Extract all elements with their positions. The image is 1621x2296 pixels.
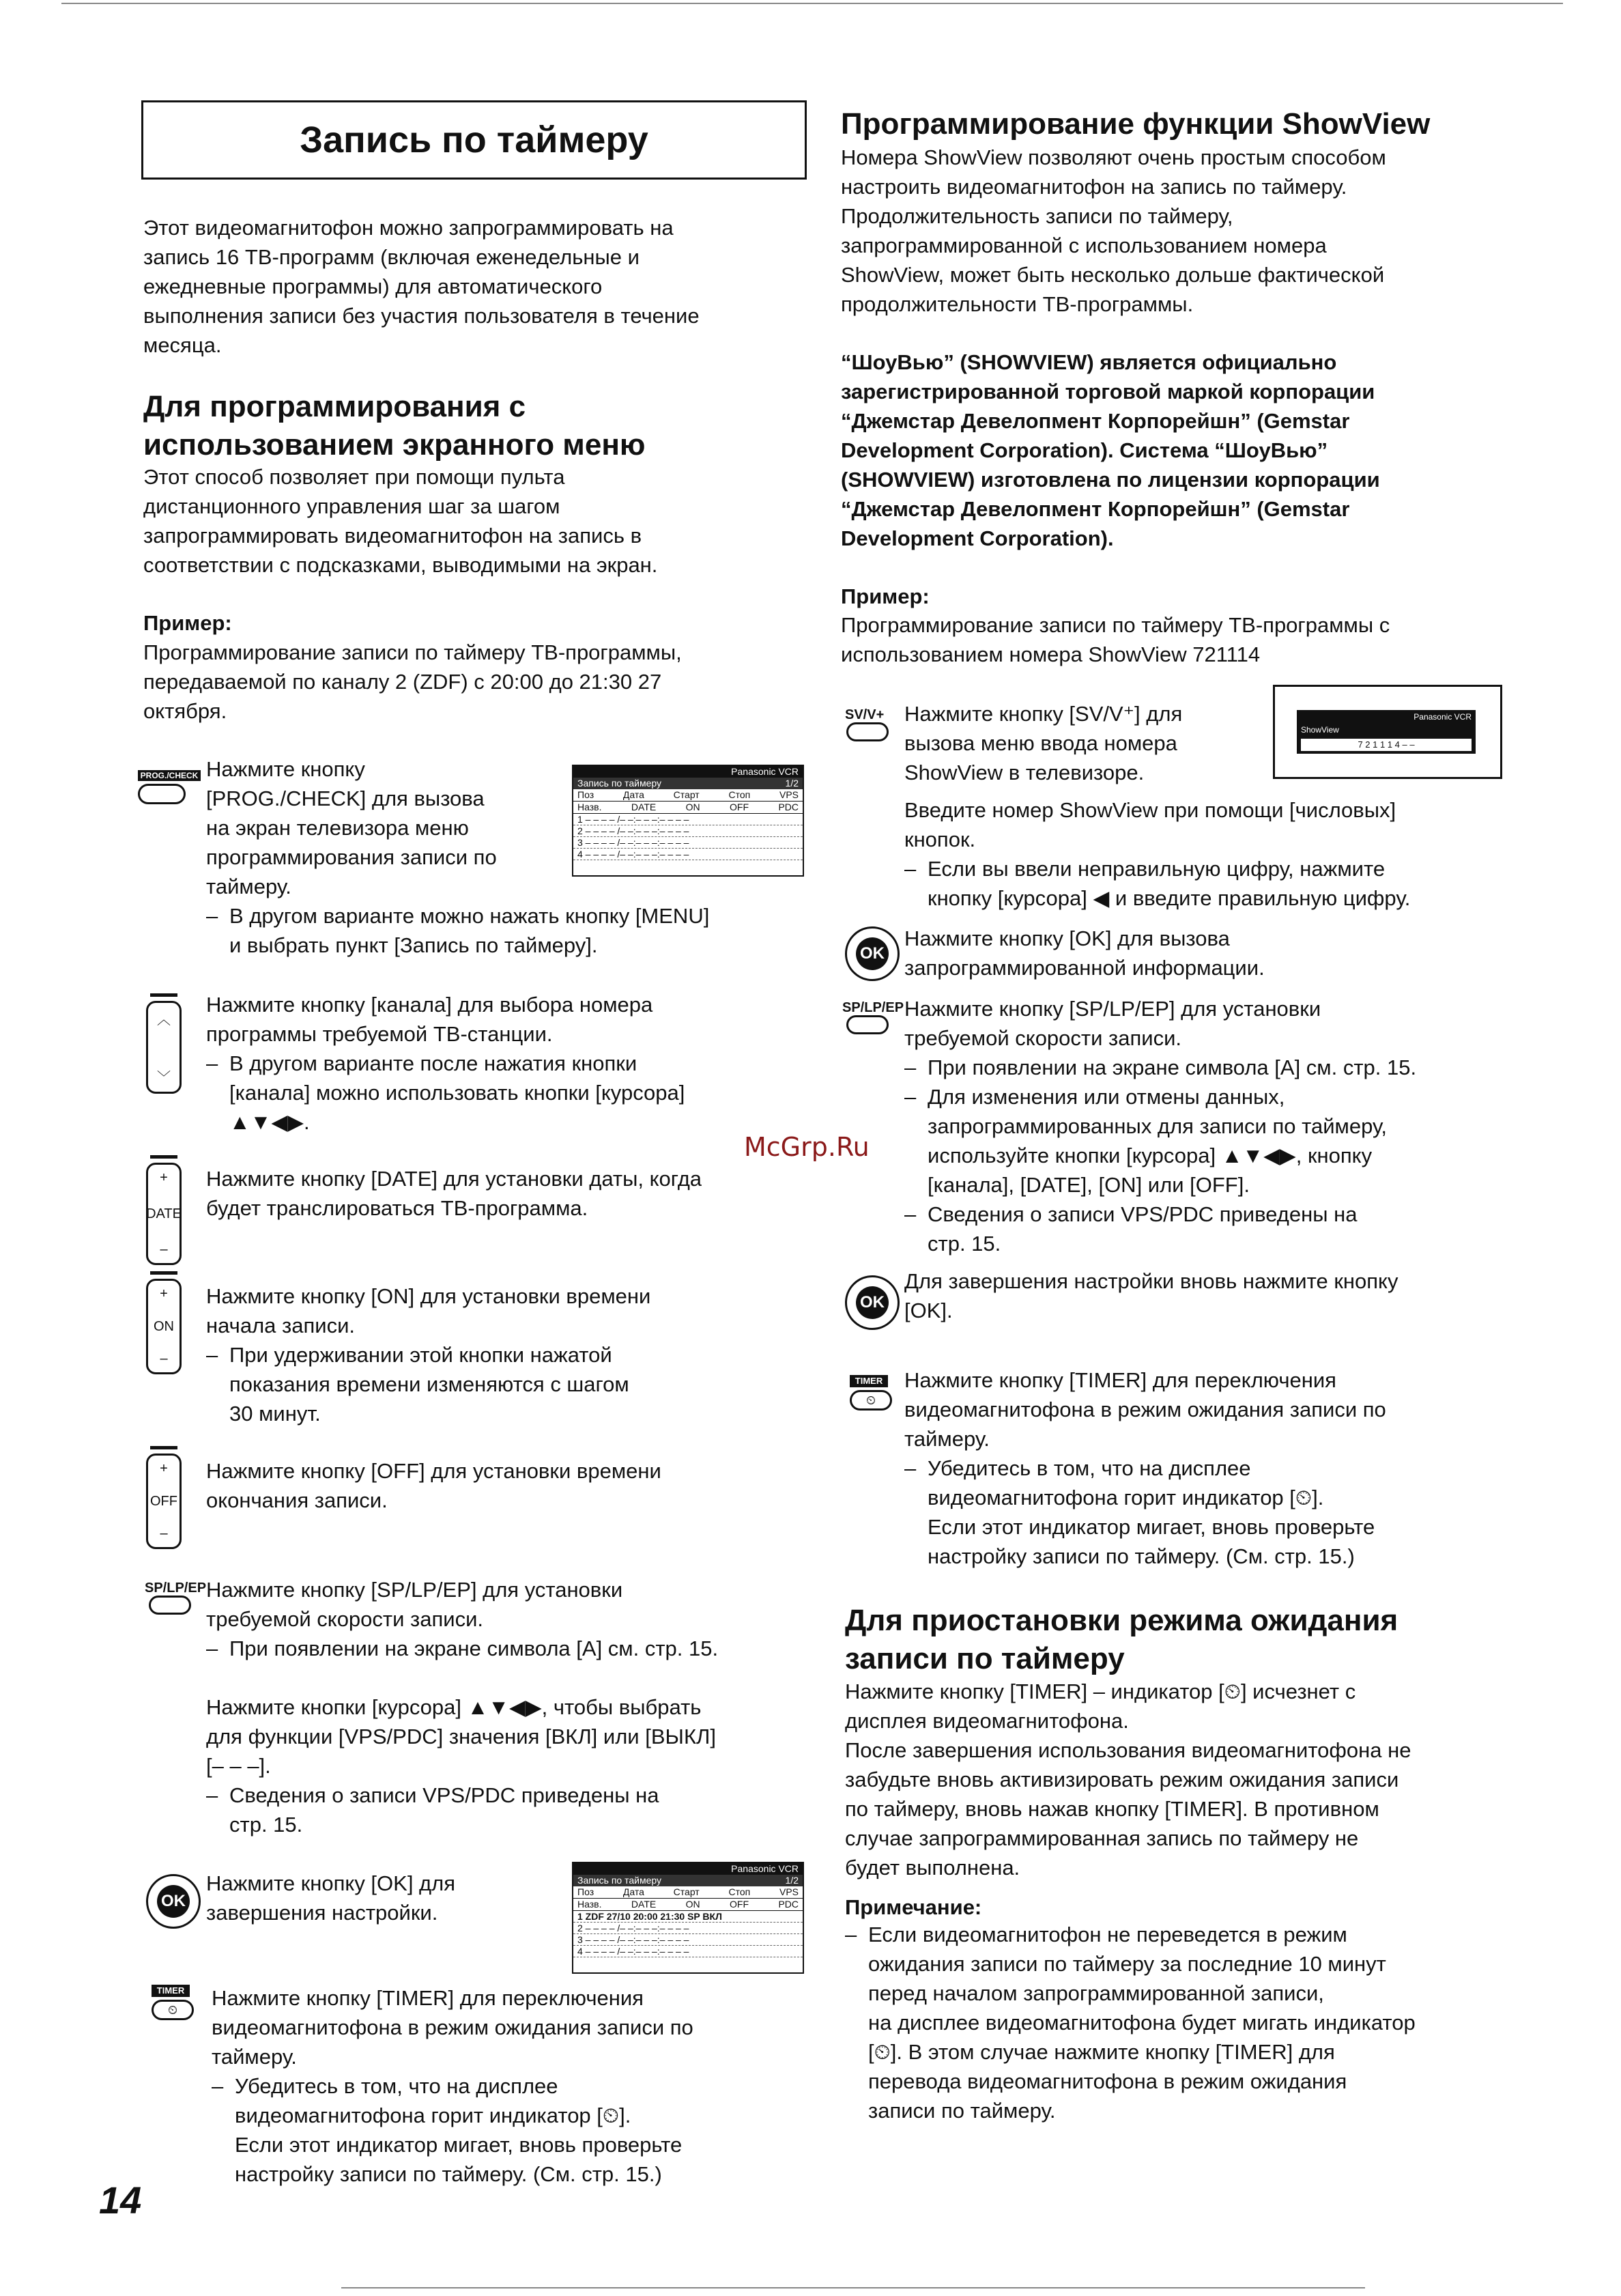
- timer-menu-screen-empty: Panasonic VCR Запись по таймеру 1/2 Поз Дата Старт Стоп VPS Назв. DATE ON OFF PDC 1 – – – – /– –:– – –:– – – – 2 – – – – /– –:– – –:– – – – 3 – – – – /– –:– – –:– – – – 4 – – – – /– –:– – –:– – – –: [572, 765, 804, 877]
- left-step4: Нажмите кнопку [ON] для установки времени начала записи.: [206, 1284, 651, 1337]
- left-step6: Нажмите кнопку [SP/LP/EP] для установки требуемой скорости записи.: [206, 1578, 623, 1631]
- left-step2-note: – В другом варианте после нажатия кнопки [канала] можно использовать кнопки [курсора] ▲▼◀▶.: [206, 1049, 807, 1137]
- left-example: Программирование записи по таймеру ТВ-программы, передаваемой по каналу 2 (ZDF) с 20:00 до 21:30 27 октября.: [143, 640, 682, 723]
- right-example-label: Пример:: [841, 584, 930, 608]
- timer-button-icon: TIMER ⏲: [152, 1985, 194, 2020]
- showview-screen: Panasonic VCR ShowView 7 2 1 1 1 4 – –: [1297, 710, 1476, 754]
- right-step5: Нажмите кнопку [TIMER] для переключения видеомагнитофона в режим ожидания записи по таймеру.: [904, 1368, 1386, 1451]
- title-underline: [141, 178, 805, 179]
- right-step2: Нажмите кнопку [OK] для вызова запрограммированной информации.: [904, 926, 1265, 980]
- right-step1: Нажмите кнопку [SV/V⁺] для вызова меню ввода номера ShowView в телевизоре.: [904, 702, 1183, 784]
- scan-edge-bottom: [341, 2287, 1365, 2288]
- scan-edge-top: [61, 3, 1563, 4]
- channel-button-icon: ︿ ﹀: [146, 993, 182, 1094]
- showview-tv-frame: [1273, 685, 1502, 779]
- prog-check-button-icon: PROG./CHECK: [138, 770, 201, 804]
- timer-button-icon-2: TIMER ⏲: [850, 1375, 892, 1411]
- date-button-icon: + DATE –: [146, 1155, 182, 1265]
- ok-button-icon: OK: [146, 1874, 201, 1929]
- pause-text: Нажмите кнопку [TIMER] – индикатор [⏲] исчезнет с дисплея видеомагнитофона. После завершения использования видеомагнитофона не забудьте вновь активизировать режим ожидания записи по таймеру, вновь нажав кнопку [TIMER]. В противном случае запрограммированная запись по таймеру не будет выполнена.: [845, 1680, 1411, 1880]
- left-step6-note: – При появлении на экране символа [A] см. стр. 15.: [206, 1634, 807, 1663]
- ok-button-icon-3: OK: [845, 1275, 900, 1330]
- left-intro: Этот видеомагнитофон можно запрограммировать на запись 16 ТВ-программ (включая еженедельные и ежедневные программы) для автоматического выполнения записи без участия пользователя в течение месяца.: [143, 216, 700, 357]
- left-step9-note: – Убедитесь в том, что на дисплее видеомагнитофона горит индикатор [⏲]. Если этот индикатор мигает, вновь проверьте настройку записи по таймеру. (См. стр. 15.): [212, 2071, 812, 2189]
- right-step4: Для завершения настройки вновь нажмите кнопку [OK].: [904, 1269, 1398, 1322]
- sp-lp-ep-button-icon-2: SP/LP/EP: [842, 1000, 904, 1034]
- left-step2: Нажмите кнопку [канала] для выбора номера программы требуемой ТВ-станции.: [206, 993, 653, 1046]
- right-trademark: “ШоуВью” (SHOWVIEW) является официально зарегистрированной торговой маркой корпорации “Джемстар Девелопмент Корпорейшн” (Gemstar Development Corporation). Система “ШоуВью” (SHOWVIEW) изготовлена по лицензии корпорации “Джемстар Девелопмент Корпорейшн” (Gemstar Development Corporation).: [841, 350, 1380, 550]
- left-step8: Нажмите кнопку [OK] для завершения настройки.: [206, 1871, 456, 1925]
- note-text: – Если видеомагнитофон не переведется в режим ожидания записи по таймеру за последние 10 минут перед началом запрограммированной записи, на дисплее видеомагнитофона будет мигать индикатор [⏲]. В этом случае нажмите кнопку [TIMER] для перевода видеомагнитофона в режим ожидания записи по таймеру.: [845, 1920, 1527, 2125]
- left-step5: Нажмите кнопку [OFF] для установки времени окончания записи.: [206, 1459, 661, 1512]
- left-step1-note: – В другом варианте можно нажать кнопку [MENU] и выбрать пункт [Запись по таймеру].: [206, 901, 807, 960]
- page-number: 14: [99, 2179, 142, 2222]
- watermark: McGrp.Ru: [744, 1132, 870, 1162]
- left-example-label: Пример:: [143, 611, 232, 635]
- left-step3: Нажмите кнопку [DATE] для установки даты, когда будет транслироваться ТВ-программа.: [206, 1167, 702, 1220]
- off-button-icon: + OFF –: [146, 1446, 182, 1549]
- right-step3: Нажмите кнопку [SP/LP/EP] для установки требуемой скорости записи.: [904, 997, 1321, 1050]
- right-step5-note: – Убедитесь в том, что на дисплее видеомагнитофона горит индикатор [⏲]. Если этот индикатор мигает, вновь проверьте настройку записи по таймеру. (См. стр. 15.): [904, 1454, 1519, 1571]
- on-button-icon: + ON –: [146, 1271, 182, 1374]
- right-step1b-note: – Если вы ввели неправильную цифру, нажмите кнопку [курсора] ◀ и введите правильную цифру.: [904, 854, 1519, 913]
- timer-menu-screen-filled: Panasonic VCR Запись по таймеру 1/2 Поз Дата Старт Стоп VPS Назв. DATE ON OFF PDC 1 ZDF 27/10 20:00 21:30 SP ВКЛ 2 – – – – /– –:– – –:– – – – 3 – – – – /– –:– – –:– – – – 4 – – – – /– –:– – –:– – – –: [572, 1862, 804, 1974]
- left-method: Этот способ позволяет при помощи пульта дистанционного управления шаг за шагом запрограммировать видеомагнитофон на запись в соответствии с подсказками, выводимыми на экран.: [143, 465, 658, 577]
- left-step4-note: – При удерживании этой кнопки нажатой показания времени изменяются с шагом 30 минут.: [206, 1340, 807, 1428]
- right-heading: Программирование функции ShowView: [841, 107, 1431, 141]
- sp-lp-ep-button-icon: SP/LP/EP: [145, 1581, 206, 1615]
- left-step7-note: – Сведения о записи VPS/PDC приведены на стр. 15.: [206, 1781, 807, 1839]
- right-intro: Номера ShowView позволяют очень простым способом настроить видеомагнитофон на запись по таймеру. Продолжительность записи по таймеру, запрограммированной с использованием номера ShowView, может быть несколько дольше фактической продолжительности ТВ-программы.: [841, 145, 1386, 316]
- left-step9: Нажмите кнопку [TIMER] для переключения видеомагнитофона в режим ожидания записи по таймеру.: [212, 1986, 693, 2069]
- page-title: Запись по таймеру: [141, 100, 807, 180]
- right-step1b: Введите номер ShowView при помощи [числовых] кнопок.: [904, 798, 1396, 851]
- left-step7: Нажмите кнопки [курсора] ▲▼◀▶, чтобы выбрать для функции [VPS/PDC] значения [ВКЛ] или [ВЫКЛ] [– – –].: [206, 1695, 716, 1778]
- left-step1: Нажмите кнопку [PROG./CHECK] для вызова на экран телевизора меню программирования записи по таймеру.: [206, 757, 497, 898]
- sv-v-button-icon: SV/V+: [845, 707, 889, 741]
- ok-button-icon-2: OK: [845, 926, 900, 981]
- pause-heading: Для приостановки режима ожидания записи по таймеру: [845, 1604, 1398, 1675]
- note-label: Примечание:: [845, 1895, 982, 1919]
- right-example: Программирование записи по таймеру ТВ-программы с использованием номера ShowView 721114: [841, 613, 1390, 666]
- left-heading: Для программирования с использованием экранного меню: [143, 390, 646, 462]
- right-step3-notes: – При появлении на экране символа [A] см. стр. 15. – Для изменения или отмены данных, запрограммированных для записи по таймеру, используйте кнопки [курсора] ▲▼◀▶, кнопку [канала], [DATE], [ON] или [OFF]. – Сведения о записи VPS/PDC приведены на стр. 15.: [904, 1053, 1519, 1258]
